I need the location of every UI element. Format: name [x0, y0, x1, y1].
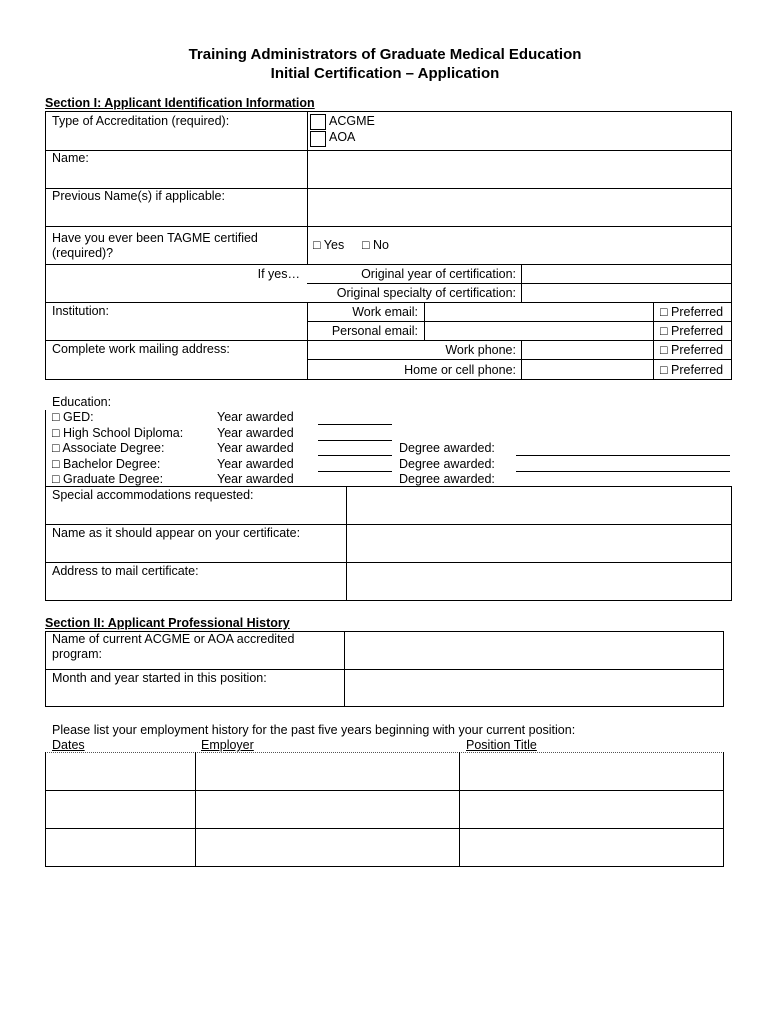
high-school-option[interactable]: □ High School Diploma:	[52, 426, 184, 440]
institution-label: Institution:	[52, 304, 109, 318]
accreditation-label: Type of Accreditation (required):	[52, 114, 230, 128]
employment-row-1-position[interactable]	[461, 754, 722, 789]
tagme-no-option[interactable]: □ No	[362, 238, 390, 252]
employment-row-3-employer[interactable]	[197, 830, 458, 865]
home-phone-label: Home or cell phone:	[404, 363, 516, 377]
column-employer: Employer	[201, 738, 254, 752]
associate-year-field[interactable]	[318, 455, 392, 456]
graduate-degree-label: Degree awarded:	[399, 472, 495, 486]
accommodations-field[interactable]	[348, 488, 729, 522]
work-email-preferred[interactable]: □ Preferred	[660, 305, 724, 319]
associate-option[interactable]: □ Associate Degree:	[52, 441, 165, 455]
certificate-name-field[interactable]	[348, 526, 729, 560]
employment-row-1-dates[interactable]	[47, 754, 194, 789]
home-phone-preferred[interactable]: □ Preferred	[660, 363, 724, 377]
employment-row-2-position[interactable]	[461, 792, 722, 827]
aoa-label: AOA	[329, 130, 356, 144]
acgme-label: ACGME	[329, 114, 375, 128]
form-title: Training Administrators of Graduate Medical Education	[188, 46, 582, 63]
form-subtitle: Initial Certification – Application	[270, 65, 500, 82]
previous-names-label: Previous Name(s) if applicable:	[52, 189, 225, 203]
program-label-line1: Name of current ACGME or AOA accredited	[52, 632, 295, 646]
certificate-address-field[interactable]	[348, 564, 729, 598]
work-phone-label: Work phone:	[445, 343, 516, 357]
graduate-year-label: Year awarded	[217, 472, 294, 486]
employment-row-3-dates[interactable]	[47, 830, 194, 865]
tagme-question-line1: Have you ever been TAGME certified	[52, 231, 258, 245]
tagme-yes-option[interactable]: □ Yes	[313, 238, 345, 252]
original-specialty-label: Original specialty of certification:	[336, 286, 516, 300]
section-2-heading: Section II: Applicant Professional History	[45, 616, 290, 630]
associate-degree-field[interactable]	[516, 455, 730, 456]
bachelor-year-label: Year awarded	[217, 457, 294, 471]
high-school-year-field[interactable]	[318, 440, 392, 441]
accommodations-label: Special accommodations requested:	[52, 488, 254, 502]
program-label-line2: program:	[52, 647, 103, 661]
column-position-title: Position Title	[466, 738, 537, 752]
work-email-label: Work email:	[352, 305, 418, 319]
graduate-option[interactable]: □ Graduate Degree:	[52, 472, 164, 486]
ged-option[interactable]: □ GED:	[52, 410, 94, 424]
education-heading: Education:	[52, 395, 112, 409]
name-label: Name:	[52, 151, 89, 165]
employment-row-2-dates[interactable]	[47, 792, 194, 827]
original-year-label: Original year of certification:	[361, 267, 516, 281]
if-yes-label: If yes…	[257, 267, 300, 281]
ged-year-label: Year awarded	[217, 410, 294, 424]
name-field[interactable]	[309, 152, 729, 186]
bachelor-option[interactable]: □ Bachelor Degree:	[52, 457, 161, 471]
column-dates: Dates	[52, 738, 85, 752]
bachelor-year-field[interactable]	[318, 471, 392, 472]
original-specialty-field[interactable]	[523, 285, 729, 301]
work-phone-field[interactable]	[523, 342, 651, 358]
personal-email-preferred[interactable]: □ Preferred	[660, 324, 724, 338]
work-phone-preferred[interactable]: □ Preferred	[660, 343, 724, 357]
certificate-address-label: Address to mail certificate:	[52, 564, 199, 578]
previous-names-field[interactable]	[309, 190, 729, 224]
start-date-label: Month and year started in this position:	[52, 671, 267, 685]
high-school-year-label: Year awarded	[217, 426, 294, 440]
bachelor-degree-label: Degree awarded:	[399, 457, 495, 471]
employment-row-3-position[interactable]	[461, 830, 722, 865]
employment-row-2-employer[interactable]	[197, 792, 458, 827]
start-date-field[interactable]	[346, 671, 721, 704]
bachelor-degree-field[interactable]	[516, 471, 730, 472]
mailing-address-label: Complete work mailing address:	[52, 342, 230, 356]
work-email-field[interactable]	[426, 304, 651, 320]
acgme-checkbox[interactable]	[310, 114, 326, 130]
personal-email-field[interactable]	[426, 323, 651, 339]
employment-prompt: Please list your employment history for the past five years beginning with your current position:	[52, 723, 576, 737]
home-phone-field[interactable]	[523, 361, 651, 378]
tagme-question-line2: (required)?	[52, 246, 114, 260]
employment-row-1-employer[interactable]	[197, 754, 458, 789]
certificate-name-label: Name as it should appear on your certificate:	[52, 526, 301, 540]
associate-year-label: Year awarded	[217, 441, 294, 455]
section-1-heading: Section I: Applicant Identification Information	[45, 96, 315, 110]
associate-degree-label: Degree awarded:	[399, 441, 495, 455]
personal-email-label: Personal email:	[331, 324, 418, 338]
aoa-checkbox[interactable]	[310, 131, 326, 147]
program-field[interactable]	[346, 633, 721, 667]
ged-year-field[interactable]	[318, 424, 392, 425]
original-year-field[interactable]	[523, 266, 729, 283]
